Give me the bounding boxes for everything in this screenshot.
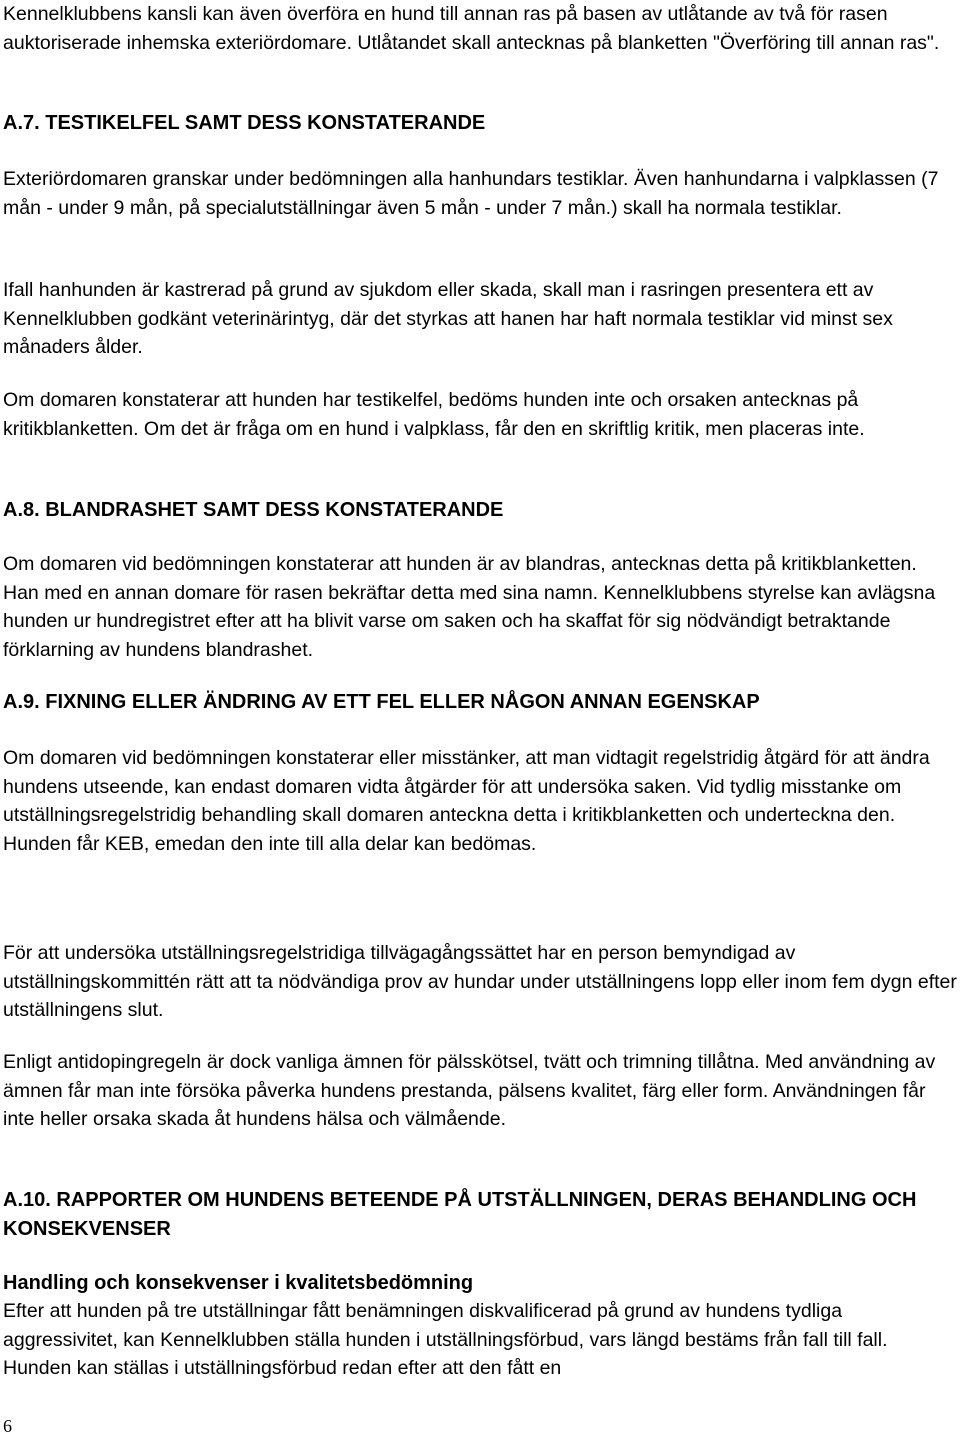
section-a7-paragraph-1: Exteriördomaren granskar under bedömningen alla hanhundars testiklar. Även hanhundarna i valpklassen (7 mån - under 9 mån, på specialutställningar även 5 mån - under 7 mån.) skall ha normala testiklar. xyxy=(3,168,939,219)
section-a9-paragraph-1: Om domaren vid bedömningen konstaterar eller misstänker, att man vidtagit regelstridig åtgärd för att ändra hundens utseende, kan endast domaren vidta åtgärder för att undersöka saken. Vid tydlig misstanke om utställningsregelstridig behandling skall domaren anteckna detta i kritikblanketten och underteckna den. Hunden får KEB, emedan den inte till alla delar kan bedömas. xyxy=(3,747,930,855)
section-a8-paragraph-1: Om domaren vid bedömningen konstaterar att hunden är av blandras, antecknas detta på kritikblanketten. Han med en annan domare för rasen bekräftar detta med sina namn. Kennelklubbens styrelse kan avlägsna hunden ur hundregistret efter att ha blivit varse om saken och ha skaffat för sig nödvändigt betraktande förklarning av hundens blandrashet. xyxy=(3,553,936,661)
section-a7-heading: A.7. TESTIKELFEL SAMT DESS KONSTATERANDE xyxy=(3,112,486,134)
page-number: 6 xyxy=(3,1416,12,1436)
section-a8-heading: A.8. BLANDRASHET SAMT DESS KONSTATERANDE xyxy=(3,499,504,521)
section-a9-heading: A.9. FIXNING ELLER ÄNDRING AV ETT FEL ELLER NÅGON ANNAN EGENSKAP xyxy=(3,691,760,713)
document-page xyxy=(3,0,957,1440)
section-a9-paragraph-2: För att undersöka utställningsregelstridiga tillvägagångssättet har en person bemyndigad av utställningskommittén rätt att ta nödvändiga prov av hundar under utställningens lopp eller inom fem dygn efter utställningens slut. xyxy=(3,942,957,1021)
section-a7-paragraph-3: Om domaren konstaterar att hunden har testikelfel, bedöms hunden inte och orsaken antecknas på kritikblanketten. Om det är fråga om en hund i valpklass, får den en skriftlig kritik, men placeras inte. xyxy=(3,389,865,440)
section-a9-paragraph-3: Enligt antidopingregeln är dock vanliga ämnen för pälsskötsel, tvätt och trimning tillåtna. Med användning av ämnen får man inte försöka påverka hundens prestanda, pälsens kvalitet, färg eller form. Användningen får inte heller orsaka skada åt hundens hälsa och välmående. xyxy=(3,1051,936,1130)
section-a10-paragraph-1: Efter att hunden på tre utställningar fått benämningen diskvalificerad på grund av hundens tydliga aggressivitet, kan Kennelklubben ställa hunden i utställningsförbud, vars längd bestäms från fall till fall. Hunden kan ställas i utställningsförbud redan efter att den fått en xyxy=(3,1300,888,1379)
section-a10-heading: A.10. RAPPORTER OM HUNDENS BETEENDE PÅ UTSTÄLLNINGEN, DERAS BEHANDLING OCH KONSEKVENSER xyxy=(3,1189,917,1240)
section-a10-subheading: Handling och konsekvenser i kvalitetsbedömning xyxy=(3,1272,474,1294)
intro-paragraph: Kennelklubbens kansli kan även överföra en hund till annan ras på basen av utlåtande av två för rasen auktoriserade inhemska exteriördomare. Utlåtandet skall antecknas på blanketten "Överföring till annan ras". xyxy=(3,3,940,54)
section-a7-paragraph-2: Ifall hanhunden är kastrerad på grund av sjukdom eller skada, skall man i rasringen presentera ett av Kennelklubben godkänt veterinärintyg, där det styrkas att hanen har haft normala testiklar vid minst sex månaders ålder. xyxy=(3,279,893,358)
